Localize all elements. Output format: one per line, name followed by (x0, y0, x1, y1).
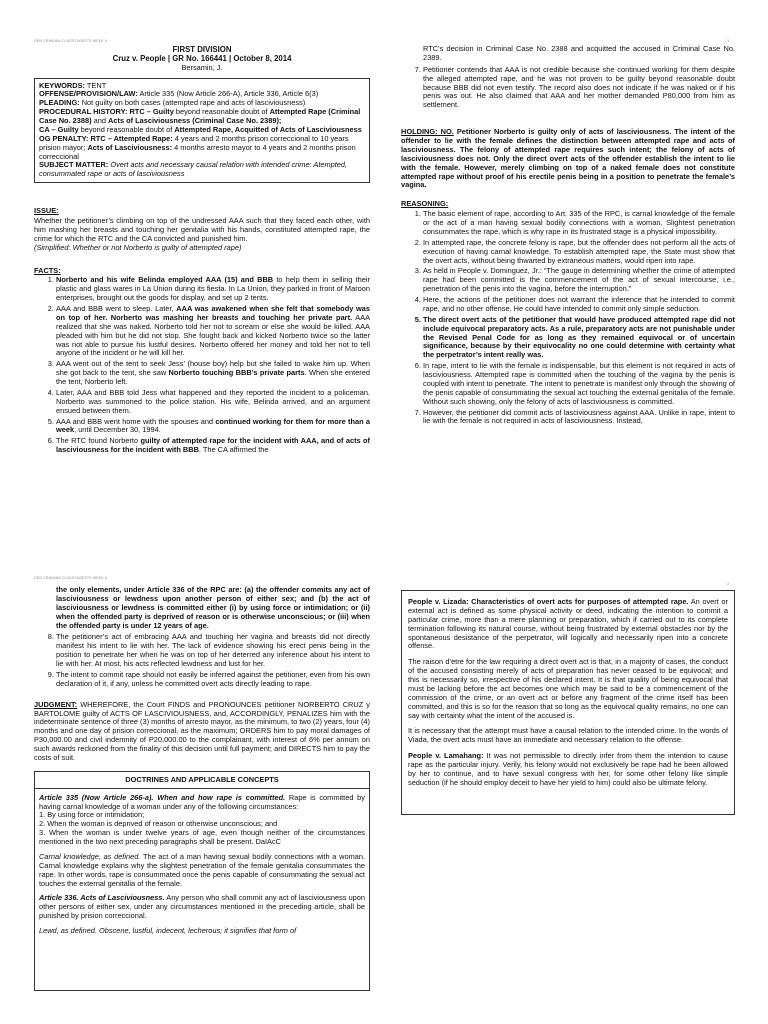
art335-list-item: 2. When the woman is deprived of reason or otherwise unconscious; and (39, 819, 278, 829)
ca-value: Attempted Rape, Acquitted of Acts of Lasciviousness (174, 124, 362, 134)
subject-matter-value: Overt acts and necessary causal relation with intended crime: Atempted, consummated rape or acts of lasciviousness (39, 160, 348, 179)
reasoning-list-cont (34, 633, 370, 688)
page-2 (0, 572, 768, 1024)
keywords-label: KEYWORDS: (39, 80, 85, 90)
ponente: Bersamin, J. (181, 62, 223, 72)
fact-text: , until December 30, 1994. (74, 425, 161, 435)
raison-detre: The raison d’etre for the law requiring a direct overt act is that, in a majority of cases, the conduct of the accused consisting merely of acts of preparation has never ceased to be equivocal; and this is necessarily so, irrespective of his declared intent. It is that quality of being equivocal that must be lacking before the act becomes one which may be said to be a commencement of the commission of the crime, or an overt act or before any fragment of the crime itself has been committed, and this is so for the reason that so long as the equivocal quality remains, no one can say with certainty what the intent of the accused is. (408, 657, 728, 720)
issue-simplified: (Simplified: Whether or not Norberto is guilty of attempted rape) (34, 242, 242, 252)
holding-label: HOLDING: NO. (401, 127, 454, 137)
art335-list (39, 811, 365, 847)
reasoning-item: 5. The direct overt acts of the petitioner that would have produced attempted rape did not include equivocal preparatory acts. As a rule, preparatory acts are not punishable under the Revised Penal Code for as long as they remained equivocal or of uncertain significance, because by their equivocality no one could determine with certainty what the perpetrator’s intent really was. (423, 316, 735, 360)
reasoning-item: 2. In attempted rape, the concrete felony is rape, but the offender does not perform all the acts of execution of having carnal knowledge. To establish attempted rape, the State must show that the overt acts, without being thwarted by extraneous matters, would ripen into rape. (423, 239, 735, 266)
art335-text: Rape is committed by having carnal knowledge of a woman under any of the following circumstances: (39, 792, 365, 811)
elements-continuation: the only elements, under Article 336 of the RPC are: (a) the offender commits any act of lasciviousness or lewdness upon another person of either sex; and (b) the act of lasciviousness or lewdness is committed either (i) by using force or intimidation; or (ii) when the offended party is deprived of reason or is otherwise unconscious; or (iii) when the offended party is under 12 years of age. (56, 585, 370, 630)
reasoning-list (401, 210, 735, 426)
procedural-history-ar: Attempted Rape (Criminal Case No. 2388) (39, 107, 361, 126)
offense-value: Article 335 (Now Article 266-A), Article 336, Article 6(3) (137, 89, 319, 99)
og-penalty-text-2: 4 months arresto mayor to 4 years and 2 months prison correccional (39, 142, 356, 161)
og-penalty-al: Acts of Lasciviousness: (87, 142, 173, 152)
reasoning-item: 3. As held in People v. Dominguez, Jr.: “The gauge in determining whether the crime of attempted rape had been committed is the commencement of the act of sexual intercourse, i.e., penetration of the penis into the vagina, before the interruption.” (423, 267, 735, 294)
left-column (34, 45, 370, 457)
pleading-label: PLEADING: (39, 98, 80, 108)
case-summary-box (34, 78, 370, 184)
reasoning-item: 4. Here, the actions of the petitioner does not warrant the inference that he intended to commit rape, and no other offense. He could have intended to commit only simple seduction. (423, 296, 735, 314)
facts-list-cont (401, 66, 735, 110)
procedural-history-text: beyond reasonable doubt of (173, 107, 270, 117)
fact-item (56, 437, 370, 455)
art336-head: Article 336. Acts of Lasciviousness. (39, 893, 165, 903)
facts-list (34, 276, 370, 455)
fact-item: 7. Petitioner contends that AAA is not credible because she continued working for them despite the alleged attempted rape, and he was not proven to be guilty beyond reasonable doubt because BBB did not even testify. The record also does not indicate if he was naked or if his penis was out. He also claimed that AAA and her mother demanded P80,000 from him as settlement. (423, 66, 735, 110)
fact-bold: Norberto touching BBB’s private parts (168, 368, 305, 378)
reasoning-item: 6. In rape, intent to lie with the female is indispensable, but this element is not required in acts of lasciviousness. Attempted rape is committed when the touching of the vagina by the penis is coupled with intent to penetrate. The intent to penetrate is manifest only through the showing of the penis capable of consummating the sexual act touching the external genitalia of the female. Without such showing, only the felony of acts of lasciviousness is committed. (423, 362, 735, 406)
issue-label: ISSUE: (34, 206, 59, 216)
lizada-text: An overt or external act is defined as some physical activity or deed, indicating the intention to commit a particular crime, more than a mere planning or preparation, which if carried out to its complete termination following its natural course, without being frustrated by external obstacles nor by the spontaneous desistance of the perpetrator, will logically and necessarily ripen into a concrete offense. (408, 597, 728, 651)
ca-label: CA – Guilty (39, 124, 79, 134)
doctrines-box (34, 771, 370, 991)
causal-relation: It is necessary that the attempt must have a causal relation to the intended crime. In the words of Viada, the overt acts must have an immediate and necessary relation to the offense. (408, 726, 728, 745)
art335-list-item: 1. By using force or intimidation; (39, 810, 145, 820)
subject-matter-label: SUBJECT MATTER: (39, 160, 109, 170)
fact-item (56, 276, 370, 303)
keywords-value: TENT (85, 80, 107, 90)
holding-text: Petitioner Norberto is guilty only of acts of lasciviousness. The intent of the offender to lie with the female defines the distinction between attempted rape and acts of lasciviousness. The felony of attempted rape requires such intent; the felony of acts of lasciviousness does not. Only the direct overt acts of the offender establish the intent to lie with the female. However, merely climbing on top of a naked female does not constitute attempted rape without proof of his erectile penis being in a position to penetrate the female’s vagina. (401, 127, 736, 190)
page-number: 1 (727, 38, 730, 43)
procedural-history-al: Acts of Lasciviousness (Criminal Case No. 2389); (108, 116, 282, 126)
reasoning-item: 1. The basic element of rape, according to Art. 335 of the RPC, is carnal knowledge of the female or the act of a man having sexual bodily connections with a woman. Slightest penetration consummates the rape, which is why rape in its frustrated stage is a physical impossibility. (423, 210, 735, 237)
og-penalty-label: OG PENALTY: RTC – Attempted Rape: (39, 133, 173, 143)
fact-bold: guilty of attempted rape for the incident with AAA, and of acts of lasciviousness for the incident with BBB (56, 436, 370, 455)
case-title: Cruz v. People | GR No. 166441 | October 8, 2014 (112, 54, 292, 64)
fact-bold: Norberto and his wife Belinda employed AAA (15) and BBB (56, 275, 274, 285)
left-column (34, 586, 370, 991)
lamahang-text: It was not permissible to directly infer from them the intention to cause rape as the particular injury. Verily, his felony would not exclusively be rape had he been allowed by her to continue, and to have sexual congress with her, for some other felony like simple seduction (if he should employ deceit to have her yield to him) could also be ultimate felony. (408, 751, 728, 787)
running-header: GEN CRIMLAW CLASS DIGESTS WEEK 6 (34, 576, 107, 580)
lizada (408, 598, 728, 651)
art335 (39, 794, 365, 812)
art335-list-item: 3. When the woman is under twelve years of age, even though neither of the circumstances mentioned in the two next preceding paragraphs shall be present. DaIAcC (39, 828, 365, 846)
reasoning-item: 8. The petitioner’s act of embracing AAA and touching her vagina and breasts did not directly manifest his intent to lie with her. The lack of evidence showing his erect penis being in the position to penetrate her when he was on top of her deterred any inference about his intent to lie with her. At most, his acts reflected lewdness and lust for her. (56, 633, 370, 669)
ca-text: beyond reasonable doubt of (78, 124, 175, 134)
carnal-knowledge (39, 853, 365, 889)
fact-text: . When she entered the tent, Norberto left. (56, 368, 370, 387)
fact-bold: continued working for them for more than a week (56, 416, 370, 435)
issue-text: Whether the petitioner’s climbing on top of the undressed AAA such that they faced each other, with him mashing her breasts and touching her genitalia with his hands, constituted attempted rape, the crime for which the RTC and the CA convicted and punished him. (34, 216, 370, 243)
doctrines-title: DOCTRINES AND APPLICABLE CONCEPTS (35, 772, 369, 789)
lewd-definition: Lewd, as defined. Obscene, lustful, indecent, lecherous; it signifies that form of (39, 926, 297, 935)
fact-text: . The CA affirmed the (198, 445, 269, 455)
division: FIRST DIVISION (172, 45, 232, 54)
judgment (34, 701, 370, 763)
art335-head: Article 335 (Now Article 266-a). When and how rape is committed. (39, 792, 286, 802)
procedural-history-label: PROCEDURAL HISTORY: RTC – Guilty (39, 107, 174, 117)
holding (401, 128, 735, 190)
facts-label: FACTS: (34, 265, 61, 275)
fact-text: The RTC found Norberto (56, 436, 141, 446)
carnal-text: The act of a man having sexual bodily connections with a woman. Carnal knowledge explains why the slightest penetration of the female genitalia consummates the rape. In other words, rape is consummated once the penis capable of consummating the sexual act touches the external genitalia of the female. (39, 851, 365, 888)
fact-continuation: RTC’s decision in Criminal Case No. 2388 and acquitted the accused in Criminal Case No. 2389. (423, 44, 735, 62)
lizada-head: People v. Lizada: Characteristics of overt acts for purposes of attempted rape. (408, 597, 689, 606)
pleading-value: Not guilty on both cases (attempted rape and acts of lasciviousness) (79, 98, 306, 108)
art336 (39, 894, 365, 921)
og-penalty-text: 4 years and 2 months prison correccional to 10 years prision mayor; (39, 133, 349, 152)
fact-item (56, 360, 370, 387)
judgment-label: JUDGMENT: (34, 699, 78, 709)
lamahang (408, 752, 728, 788)
procedural-history-and: and (91, 116, 109, 126)
judgment-text: WHEREFORE, the Court FINDS and PRONOUNCES petitioner NORBERTO CRUZ y BARTOLOME guilty of ACTS OF LASCIVIOUSNESS, and, ACCORDINGLY, PENALIZES him with the indeterminate sentence of three (3) months of arresto mayor, as the minimum, to two (2) years, four (4) months and one day of prision correccional, as the maximum; ORDERS him to pay moral damages of P30,000.00 and civil indemnity of P20,000.00 to the complainant, with interest of 6% per annum on such awards reckoned from the finality of this decision until full payment; and DIRECTS him to pay the costs of suit. (34, 699, 371, 762)
reasoning-label: REASONING: (401, 199, 449, 209)
fact-item (56, 305, 370, 358)
reasoning-item: 7. However, the petitioner did commit acts of lasciviousness against AAA. Unlike in rape, intent to lie with the female is not required in acts of lasciviousness. Instead, (423, 409, 735, 427)
fact-text: AAA and BBB went home with the spouses and (56, 416, 216, 426)
page-gap (0, 512, 768, 572)
fact-text: Later, AAA and BBB told Jess what happened and they reported the incident to a policeman. Norberto was summoned to the police station. His wife, Belinda arrived, and an argument ensued between them. (56, 387, 370, 415)
art336-text: Any person who shall commit any act of lasciviousness upon other persons of either sex, under any circumstances mentioned in the preceding article, shall be punished by prision correccional. (39, 893, 366, 921)
fact-item (56, 389, 370, 416)
right-column (401, 45, 735, 428)
fact-text: AAA went out of the tent to seek Jess’ (house boy) help but she failed to wake him up. When she got back to the tent, she saw (56, 359, 370, 378)
lizada-box (401, 590, 735, 815)
fact-text: AAA realized that she was naked. Norberto told her not to scream or else she would be killed. AAA pleaded with him but he did not stop. She fought back and kicked Norberto twice so the latter was not able to pursue his lustful desires. Norberto offered her money and told her not to tell anyone of the incident or he will kill her. (56, 312, 370, 358)
offense-label: OFFENSE/PROVISION/LAW: (39, 89, 138, 99)
running-header: GEN CRIMLAW CLASS DIGESTS WEEK 6 (34, 39, 107, 43)
lamahang-head: People v. Lamahang: (408, 751, 484, 761)
fact-bold: AAA was awakened when she felt that somebody was on top of her. Norberto was mashing her breasts and touching her private part. (56, 304, 370, 322)
page-number: 2 (727, 581, 730, 586)
fact-item (56, 418, 370, 436)
fact-text: AAA and BBB went to sleep. Later, (56, 304, 177, 314)
reasoning-item: 9. The intent to commit rape should not easily be inferred against the petitioner, even from his own declaration of it, if any, unless he committed overt acts directly leading to rape. (56, 671, 370, 689)
fact-text: to help them in selling their plastic and glass wares in La Union during its fiesta. In La Union, they parked in front of Maroon enterprises, brought out the goods for display, and set up 2 tents. (56, 275, 370, 303)
carnal-head: Carnal knowledge, as defined. (39, 851, 141, 861)
